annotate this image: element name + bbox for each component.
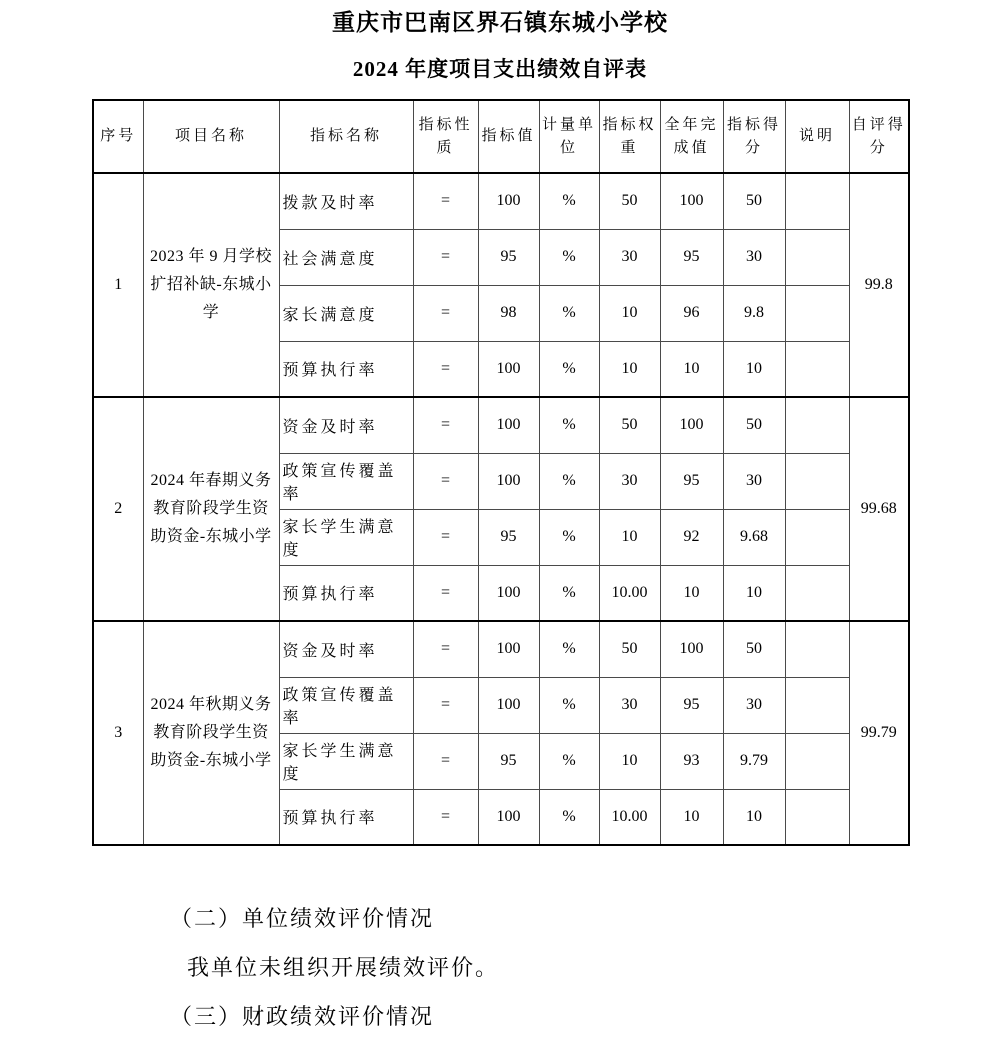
- indicator-nature-cell: =: [413, 789, 478, 845]
- page-subtitle: 2024 年度项目支出绩效自评表: [352, 57, 648, 81]
- indicator-score-cell: 10: [723, 565, 785, 621]
- indicator-name-cell: 预算执行率: [279, 789, 413, 845]
- indicator-name-cell: 预算执行率: [279, 565, 413, 621]
- unit-cell: %: [539, 341, 599, 397]
- completed-value-cell: 92: [660, 509, 723, 565]
- completed-value-cell: 96: [660, 285, 723, 341]
- indicator-nature-cell: =: [413, 173, 478, 229]
- completed-value-cell: 10: [660, 789, 723, 845]
- completed-value-cell: 93: [660, 733, 723, 789]
- unit-cell: %: [539, 285, 599, 341]
- weight-cell: 30: [599, 677, 660, 733]
- section-2-heading: （二）单位绩效评价情况: [170, 906, 435, 931]
- document-content: [92, 0, 908, 1032]
- project-name-cell: 2023 年 9 月学校扩招补缺-东城小学: [143, 173, 279, 397]
- indicator-target-cell: 100: [478, 565, 539, 621]
- serial-cell: 1: [93, 173, 143, 397]
- indicator-nature-cell: =: [413, 285, 478, 341]
- completed-value-cell: 10: [660, 341, 723, 397]
- note-cell: [785, 789, 849, 845]
- table-row: [93, 397, 909, 453]
- weight-cell: 10: [599, 733, 660, 789]
- indicator-name-cell: 家长满意度: [279, 285, 413, 341]
- unit-cell: %: [539, 453, 599, 509]
- unit-cell: %: [539, 789, 599, 845]
- indicator-nature-cell: =: [413, 397, 478, 453]
- table-header-row: [93, 100, 909, 173]
- weight-cell: 10: [599, 341, 660, 397]
- column-header-self-score: 自评得分: [849, 100, 909, 173]
- indicator-name-cell: 家长学生满意度: [279, 509, 413, 565]
- weight-cell: 10.00: [599, 789, 660, 845]
- note-cell: [785, 173, 849, 229]
- weight-cell: 50: [599, 173, 660, 229]
- indicator-name-cell: 拨款及时率: [279, 173, 413, 229]
- unit-cell: %: [539, 621, 599, 677]
- indicator-nature-cell: =: [413, 565, 478, 621]
- column-header-annual-completed: 全年完成值: [660, 100, 723, 173]
- unit-cell: %: [539, 677, 599, 733]
- indicator-name-cell: 家长学生满意度: [279, 733, 413, 789]
- indicator-name-cell: 社会满意度: [279, 229, 413, 285]
- serial-cell: 2: [93, 397, 143, 621]
- self-score-cell: 99.79: [849, 621, 909, 845]
- table-row: [93, 621, 909, 677]
- indicator-name-cell: 资金及时率: [279, 621, 413, 677]
- completed-value-cell: 100: [660, 397, 723, 453]
- indicator-score-cell: 9.79: [723, 733, 785, 789]
- indicator-nature-cell: =: [413, 621, 478, 677]
- weight-cell: 10: [599, 509, 660, 565]
- page-title: 重庆市巴南区界石镇东城小学校: [332, 10, 668, 35]
- weight-cell: 50: [599, 621, 660, 677]
- column-header-indicator-target: 指标值: [478, 100, 539, 173]
- serial-cell: 3: [93, 621, 143, 845]
- indicator-nature-cell: =: [413, 733, 478, 789]
- indicator-nature-cell: =: [413, 229, 478, 285]
- weight-cell: 30: [599, 229, 660, 285]
- indicator-target-cell: 95: [478, 229, 539, 285]
- completed-value-cell: 100: [660, 173, 723, 229]
- note-cell: [785, 621, 849, 677]
- indicator-score-cell: 30: [723, 453, 785, 509]
- column-header-indicator-score: 指标得分: [723, 100, 785, 173]
- indicator-score-cell: 9.8: [723, 285, 785, 341]
- project-name-cell: 2024 年春期义务教育阶段学生资助资金-东城小学: [143, 397, 279, 621]
- note-cell: [785, 453, 849, 509]
- self-score-cell: 99.8: [849, 173, 909, 397]
- note-cell: [785, 229, 849, 285]
- indicator-score-cell: 30: [723, 677, 785, 733]
- note-cell: [785, 733, 849, 789]
- indicator-nature-cell: =: [413, 509, 478, 565]
- column-header-project-name: 项目名称: [143, 100, 279, 173]
- indicator-target-cell: 100: [478, 453, 539, 509]
- unit-cell: %: [539, 565, 599, 621]
- note-cell: [785, 397, 849, 453]
- completed-value-cell: 100: [660, 621, 723, 677]
- indicator-score-cell: 50: [723, 397, 785, 453]
- completed-value-cell: 95: [660, 453, 723, 509]
- column-header-serial: 序号: [93, 100, 143, 173]
- indicator-nature-cell: =: [413, 677, 478, 733]
- indicator-score-cell: 30: [723, 229, 785, 285]
- indicator-name-cell: 政策宣传覆盖率: [279, 677, 413, 733]
- weight-cell: 10.00: [599, 565, 660, 621]
- indicator-name-cell: 政策宣传覆盖率: [279, 453, 413, 509]
- indicator-target-cell: 100: [478, 397, 539, 453]
- section-2-body: 我单位未组织开展绩效评价。: [187, 955, 500, 980]
- weight-cell: 30: [599, 453, 660, 509]
- indicator-target-cell: 98: [478, 285, 539, 341]
- completed-value-cell: 10: [660, 565, 723, 621]
- unit-cell: %: [539, 397, 599, 453]
- column-header-note: 说明: [785, 100, 849, 173]
- column-header-indicator-name: 指标名称: [279, 100, 413, 173]
- indicator-nature-cell: =: [413, 341, 478, 397]
- column-header-unit: 计量单位: [539, 100, 599, 173]
- note-cell: [785, 677, 849, 733]
- self-score-cell: 99.68: [849, 397, 909, 621]
- note-cell: [785, 565, 849, 621]
- indicator-target-cell: 100: [478, 677, 539, 733]
- note-cell: [785, 509, 849, 565]
- unit-cell: %: [539, 173, 599, 229]
- unit-cell: %: [539, 733, 599, 789]
- indicator-score-cell: 50: [723, 621, 785, 677]
- note-cell: [785, 341, 849, 397]
- indicator-target-cell: 100: [478, 341, 539, 397]
- indicator-target-cell: 95: [478, 733, 539, 789]
- indicator-target-cell: 100: [478, 173, 539, 229]
- footer-sections: [92, 904, 908, 1032]
- completed-value-cell: 95: [660, 677, 723, 733]
- indicator-target-cell: 100: [478, 621, 539, 677]
- project-name-cell: 2024 年秋期义务教育阶段学生资助资金-东城小学: [143, 621, 279, 845]
- unit-cell: %: [539, 509, 599, 565]
- weight-cell: 10: [599, 285, 660, 341]
- table-row: [93, 173, 909, 229]
- note-cell: [785, 285, 849, 341]
- section-3-heading: （三）财政绩效评价情况: [170, 1004, 435, 1029]
- indicator-target-cell: 100: [478, 789, 539, 845]
- completed-value-cell: 95: [660, 229, 723, 285]
- performance-self-evaluation-table: [92, 99, 910, 846]
- indicator-score-cell: 50: [723, 173, 785, 229]
- indicator-name-cell: 预算执行率: [279, 341, 413, 397]
- column-header-weight: 指标权重: [599, 100, 660, 173]
- column-header-indicator-nature: 指标性质: [413, 100, 478, 173]
- unit-cell: %: [539, 229, 599, 285]
- indicator-score-cell: 9.68: [723, 509, 785, 565]
- indicator-score-cell: 10: [723, 789, 785, 845]
- indicator-score-cell: 10: [723, 341, 785, 397]
- indicator-name-cell: 资金及时率: [279, 397, 413, 453]
- indicator-target-cell: 95: [478, 509, 539, 565]
- indicator-nature-cell: =: [413, 453, 478, 509]
- weight-cell: 50: [599, 397, 660, 453]
